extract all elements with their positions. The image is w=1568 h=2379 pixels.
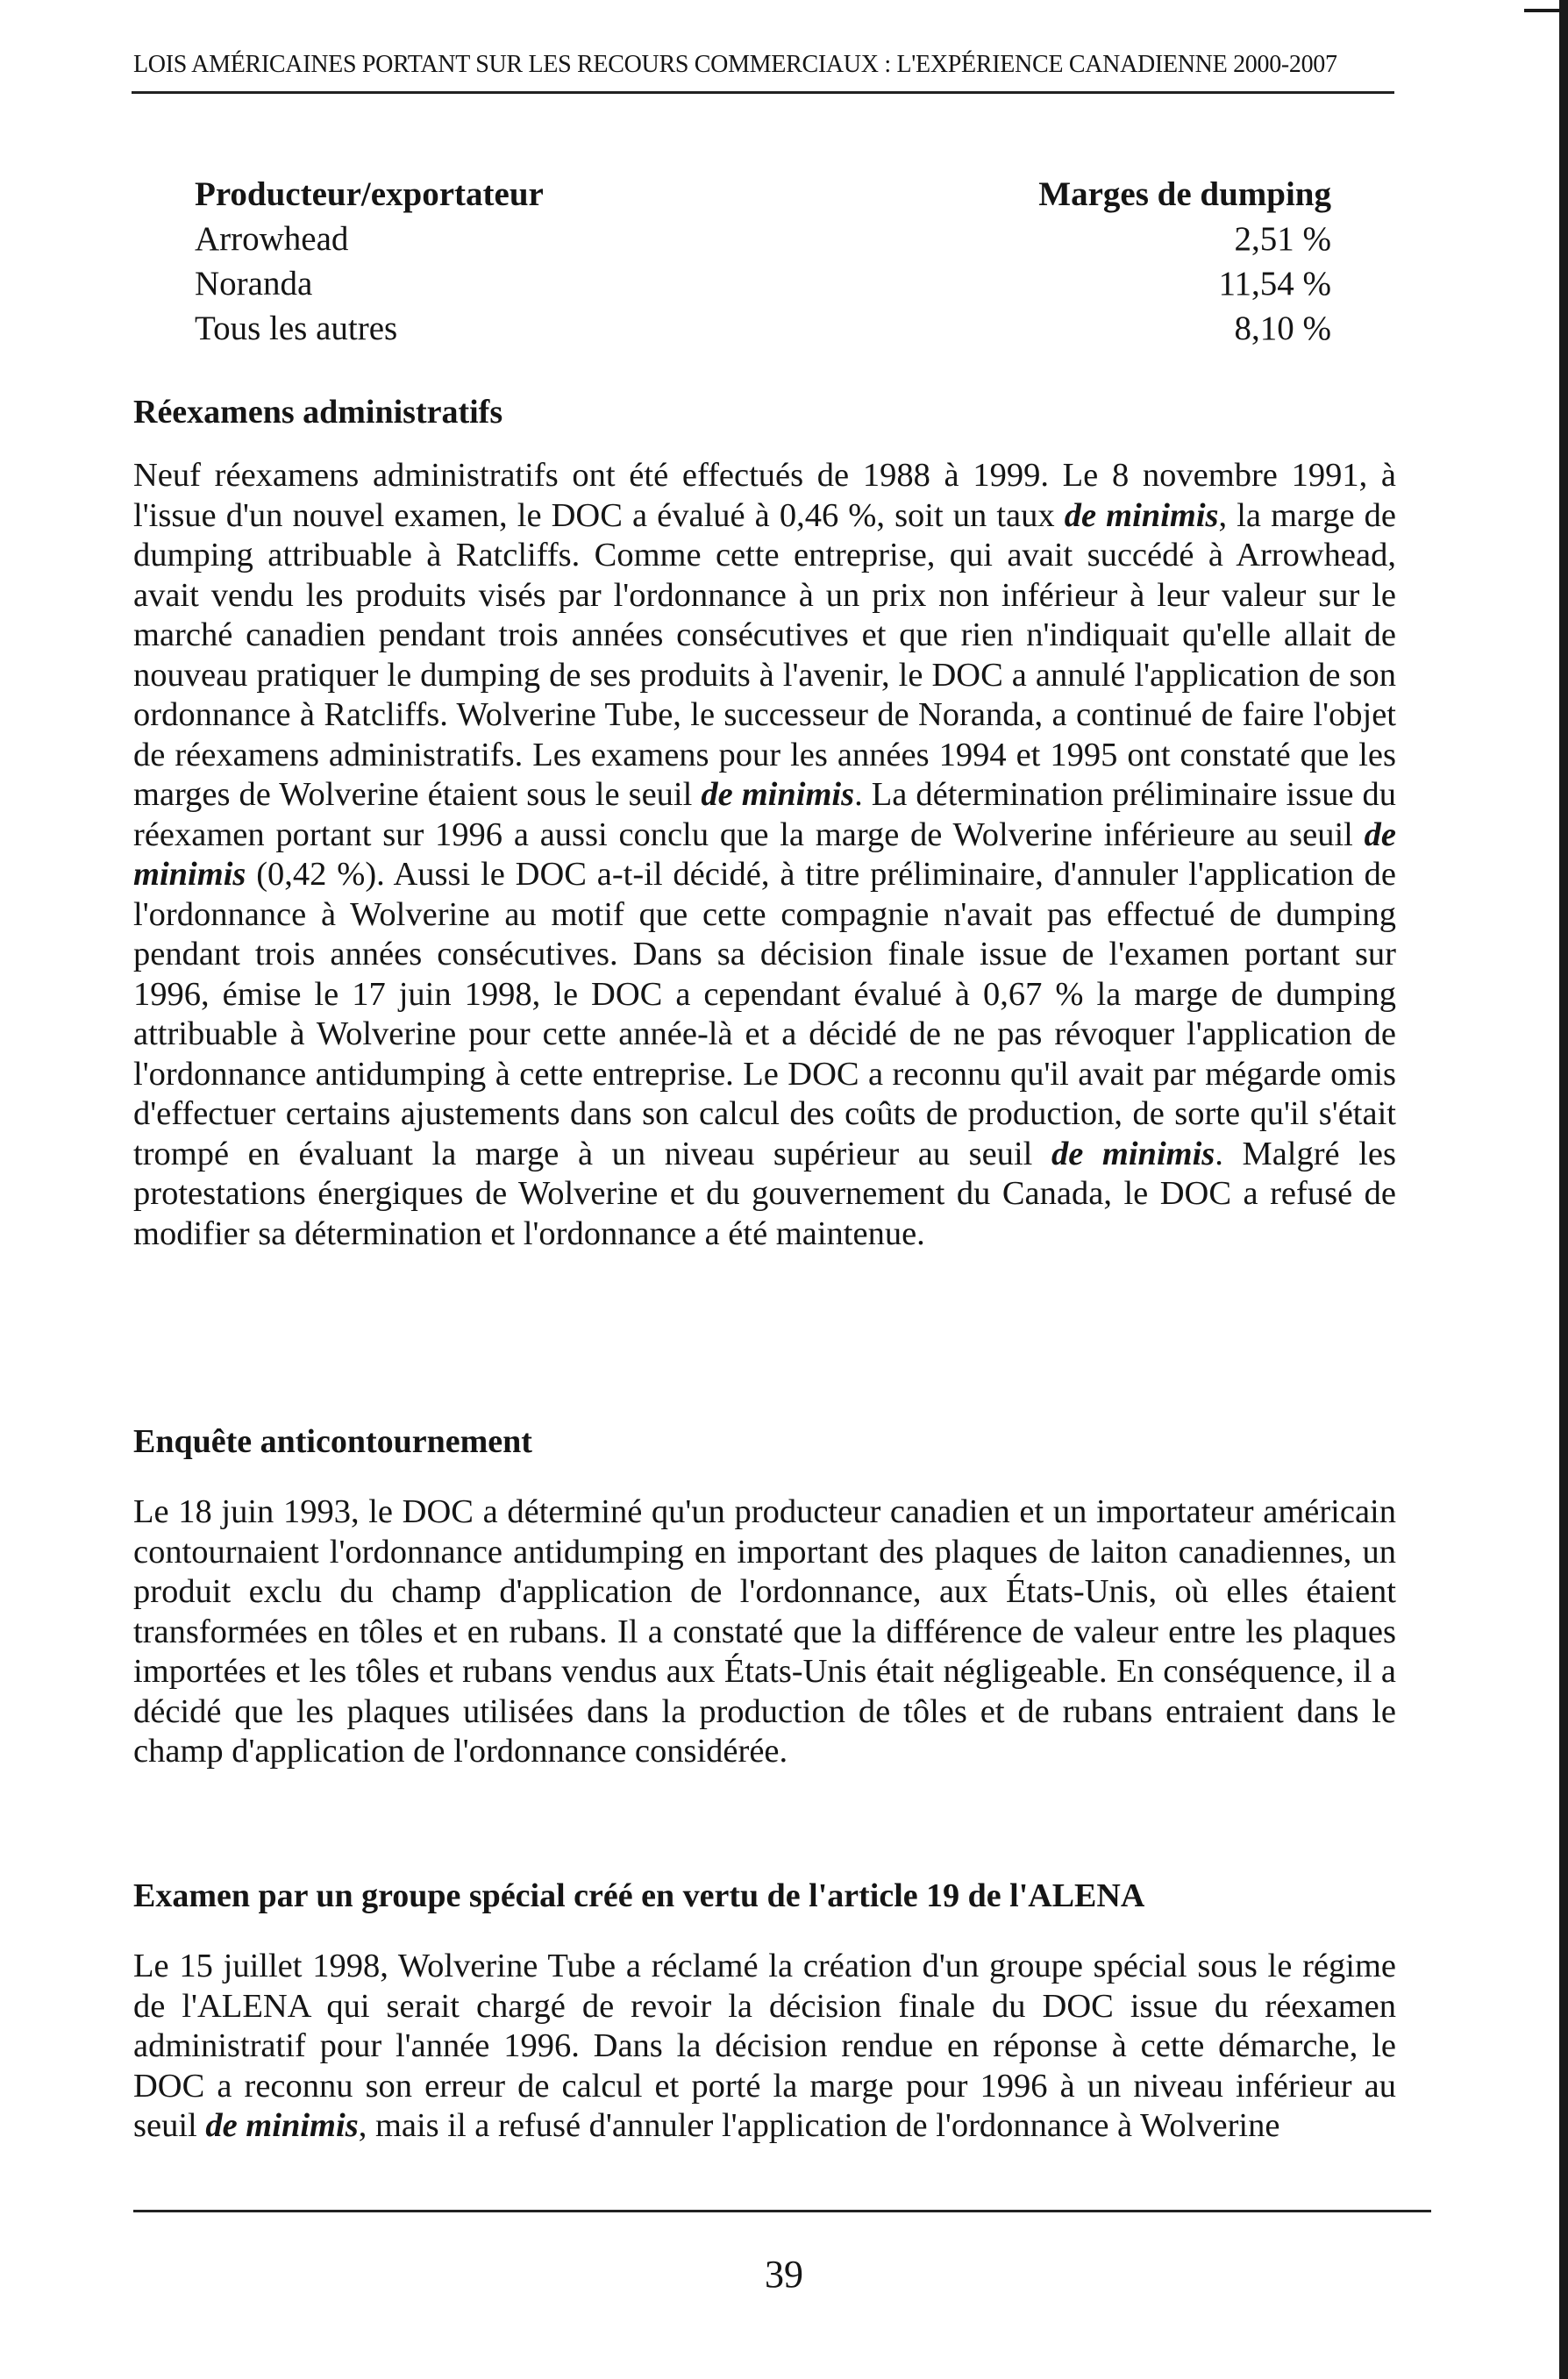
text-run: . La détermination préliminaire issue du réexamen portant sur 1996 a aussi conclu que la marge de Wolverine inférieure au seuil (133, 776, 1397, 853)
producer-cell: Noranda (195, 265, 313, 303)
margin-cell: 11,54 % (1218, 265, 1331, 303)
italic-term: de minimis (205, 2107, 359, 2144)
paragraph-anticircumvention: Le 18 juin 1993, le DOC a déterminé qu'un producteur canadien et un importateur américain contournaient l'ordonnance antidumping en important des plaques de laiton canadiennes, un produit exclu du champ d'application de l'ordonnance, aux États-Unis, où elles étaient transformées en tôles et en rubans. Il a constaté que la différence de valeur entre les plaques importées et les tôles et rubans vendus aux États-Unis était négligeable. En conséquence, il a décidé que les plaques utilisées dans la production de tôles et de rubans entraient dans le champ d'application de l'ordonnance considérée. (133, 1493, 1396, 1770)
italic-term: de minimis (133, 816, 1396, 893)
section-heading-nafta-panel: Examen par un groupe spécial créé en vertu de l'article 19 de l'ALENA (133, 1877, 1145, 1914)
text-run: Neuf réexamens administratifs ont été effectués de 1988 à 1999. Le 8 novembre 1991, à l'issue d'un nouvel examen, le DOC a évalué à 0,46 %, soit un taux (133, 457, 1396, 534)
table-row (195, 217, 1331, 261)
column-header-producer: Producteur/exportateur (195, 175, 544, 213)
text-run: (0,42 %). Aussi le DOC a-t-il décidé, à titre préliminaire, d'annuler l'application de l'ordonnance à Wolverine au motif que cette compagnie n'avait pas effectué de dumping pendant trois années consécutives. Dans sa décision finale issue de l'examen portant sur 1996, émise le 17 juin 1998, le DOC a cependant évalué à 0,67 % la marge de dumping attribuable à Wolverine pour cette année-là et a décidé de ne pas révoquer l'application de l'ordonnance antidumping à cette entreprise. Le DOC a reconnu qu'il avait par mégarde omis d'effectuer certains ajustements dans son calcul des coûts de production, de sorte qu'il s'était trompé en évaluant la marge à un niveau supérieur au seuil (133, 856, 1396, 1172)
scan-page-edge (1559, 0, 1568, 2379)
paragraph-admin-reviews (133, 456, 1396, 1254)
text-run: , mais il a refusé d'annuler l'application de l'ordonnance à Wolverine (358, 2107, 1280, 2144)
text-run: , la marge de dumping attribuable à Ratcliffs. Comme cette entreprise, qui avait succédé à Arrowhead, avait vendu les produits visés par l'ordonnance à un prix non inférieur à leur valeur sur le marché canadien pendant trois années consécutives et que rien n'indiquait qu'elle allait de nouveau pratiquer le dumping de ses produits à l'avenir, le DOC a annulé l'application de son ordonnance à Ratcliffs. Wolverine Tube, le successeur de Noranda, a continué de faire l'objet de réexamens administratifs. Les examens pour les années 1994 et 1995 ont constaté que les marges de Wolverine étaient sous le seuil (133, 496, 1396, 813)
table-row (195, 306, 1331, 351)
page-number: 39 (765, 2253, 803, 2296)
text-run: . Malgré les protestations énergiques de Wolverine et du gouvernement du Canada, le DOC a refusé de modifier sa détermination et l'ordonnance a été maintenue. (133, 1135, 1396, 1252)
scan-edge-mark (1524, 9, 1559, 12)
italic-term: de minimis (701, 776, 855, 813)
producer-cell: Tous les autres (195, 310, 398, 347)
margin-cell: 8,10 % (1234, 310, 1331, 347)
italic-term: de minimis (1064, 496, 1219, 534)
table-header-row (195, 172, 1331, 217)
column-header-margin: Marges de dumping (1038, 175, 1331, 213)
italic-term: de minimis (1051, 1135, 1215, 1172)
footer-rule (133, 2210, 1431, 2212)
header-rule (132, 91, 1394, 94)
dumping-margins-table (195, 172, 1331, 351)
running-header: LOIS AMÉRICAINES PORTANT SUR LES RECOURS COMMERCIAUX : L'EXPÉRIENCE CANADIENNE 2000-2007 (133, 51, 1337, 78)
paragraph-nafta-panel (133, 1947, 1396, 2147)
section-heading-admin-reviews: Réexamens administratifs (133, 394, 503, 431)
table-row (195, 261, 1331, 306)
margin-cell: 2,51 % (1234, 220, 1331, 258)
text-run: Le 15 juillet 1998, Wolverine Tube a réclamé la création d'un groupe spécial sous le régime de l'ALENA qui serait chargé de revoir la décision finale du DOC issue du réexamen administratif pour l'année 1996. Dans la décision rendue en réponse à cette démarche, le DOC a reconnu son erreur de calcul et porté la marge pour 1996 à un niveau inférieur au seuil (133, 1948, 1396, 2144)
section-heading-anticircumvention: Enquête anticontournement (133, 1423, 532, 1460)
producer-cell: Arrowhead (195, 220, 349, 258)
